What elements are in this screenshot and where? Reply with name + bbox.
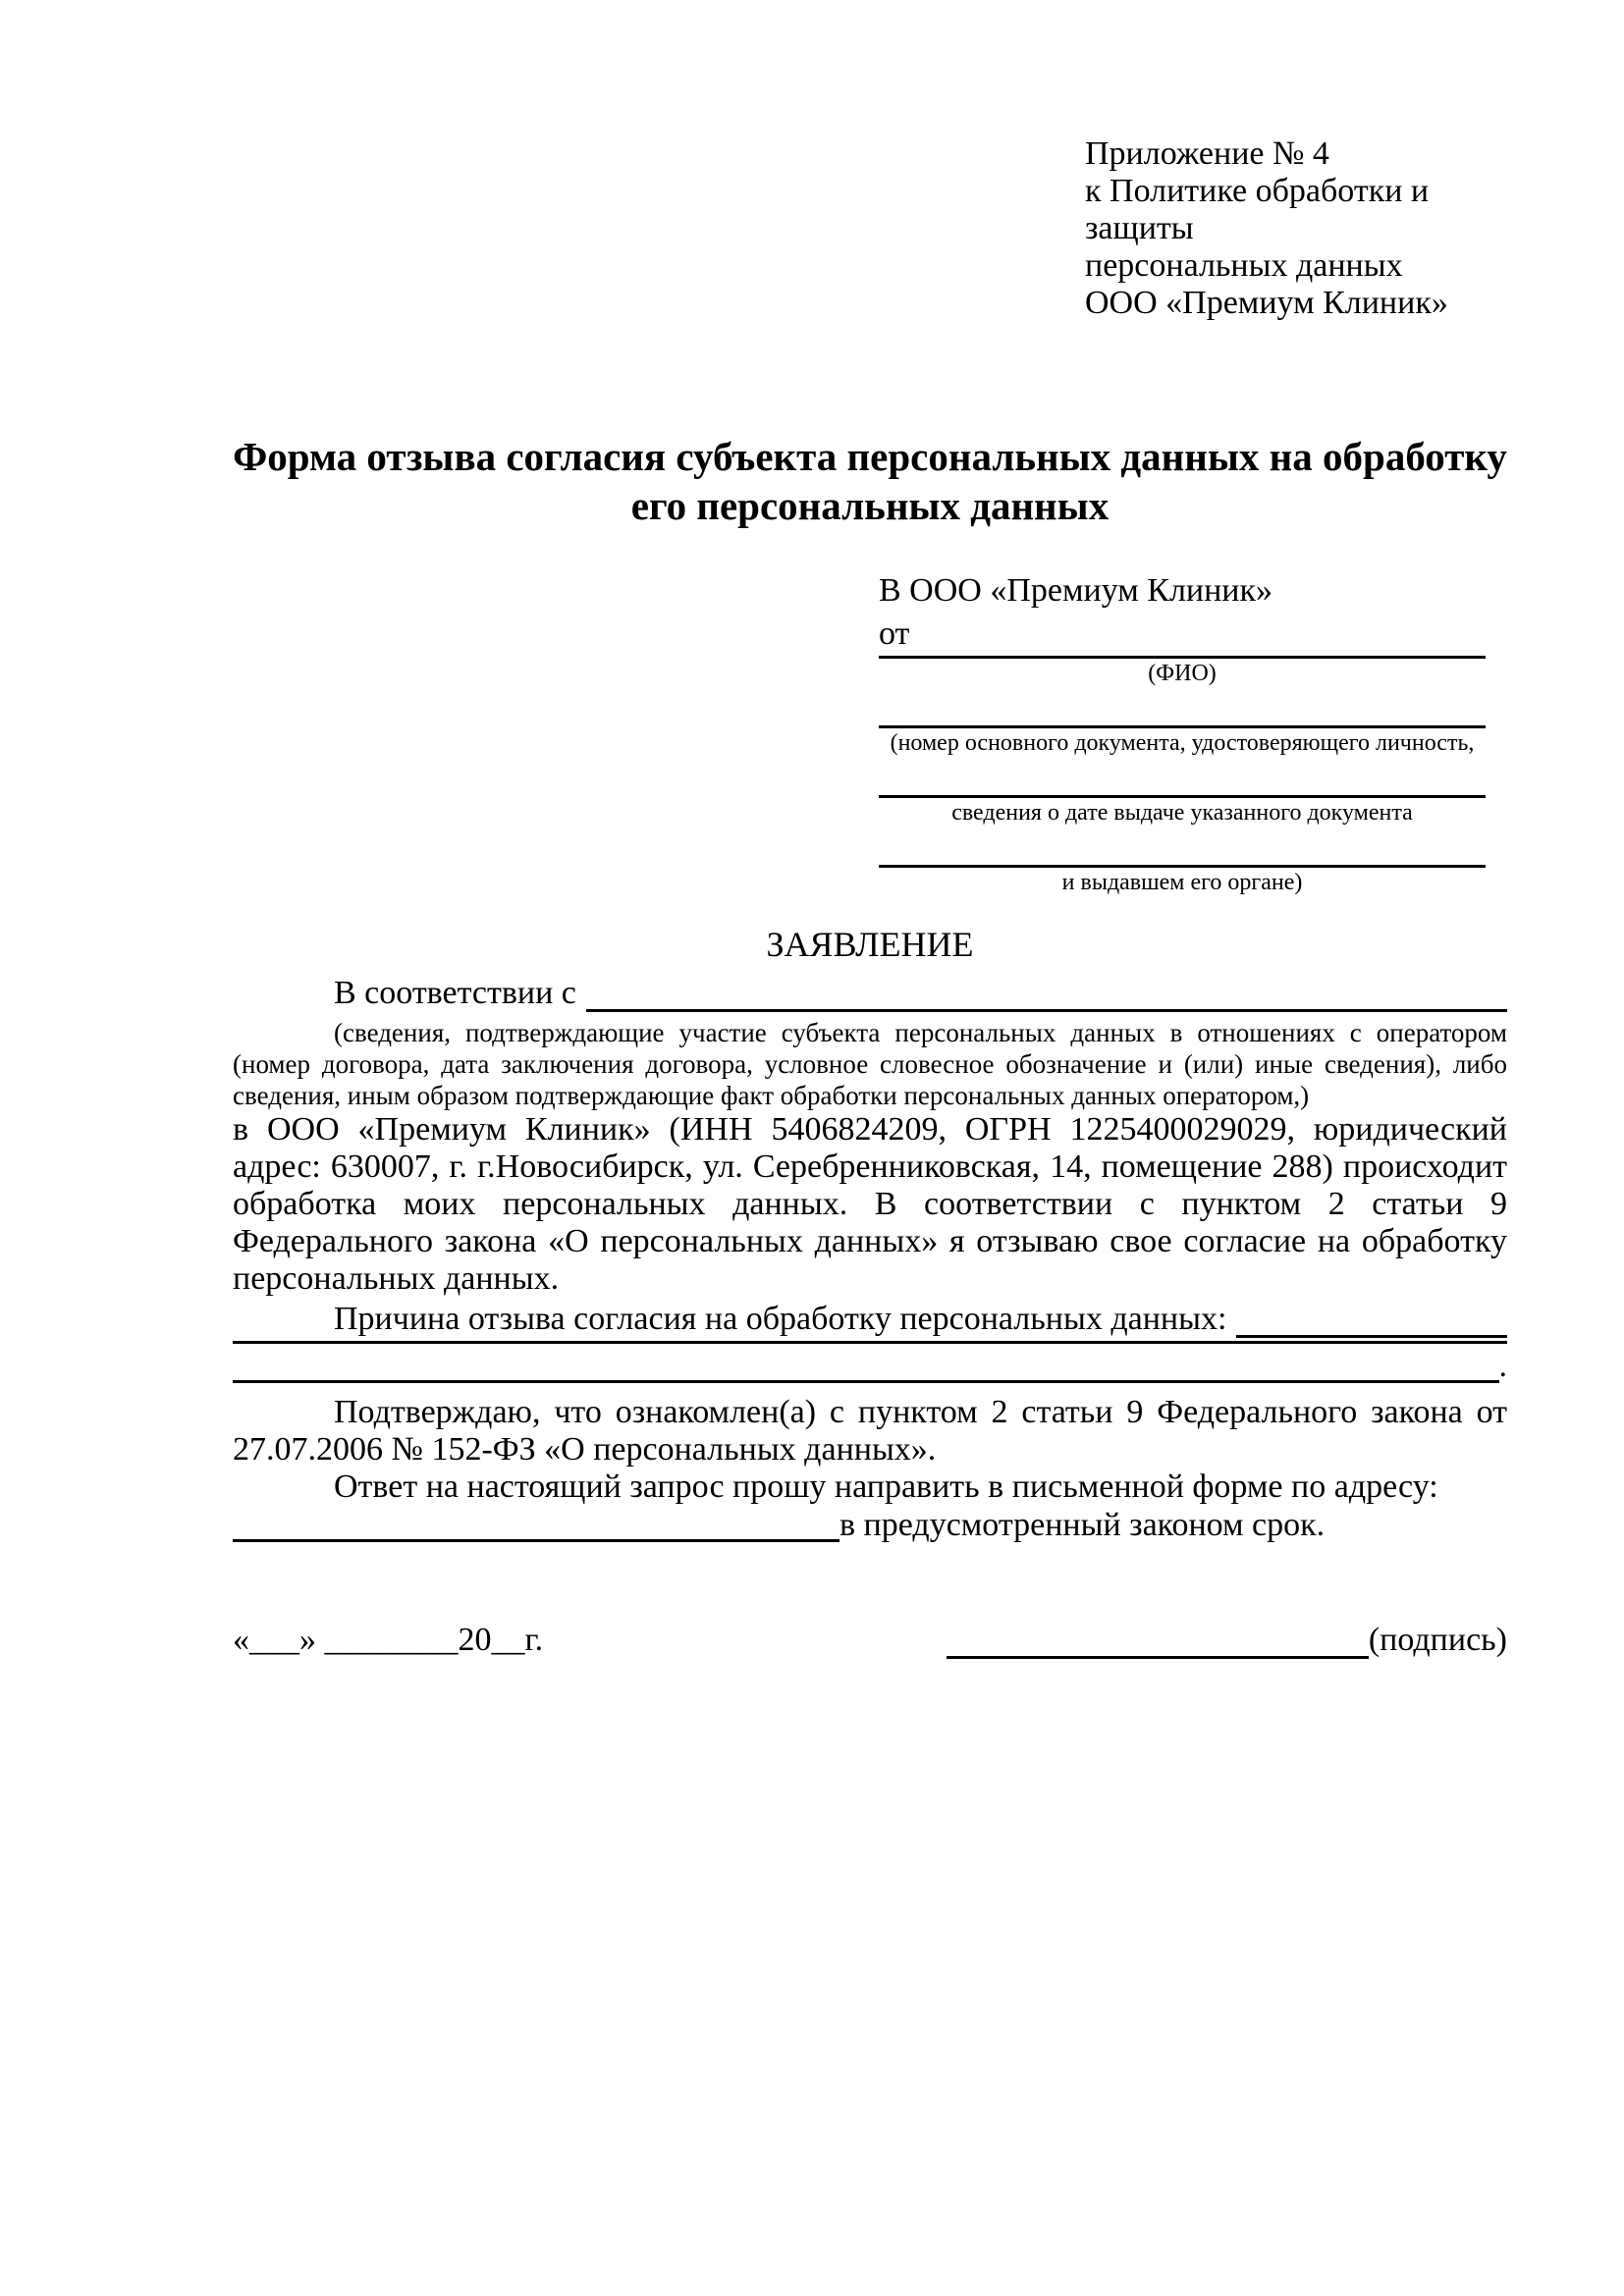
reply-suffix: в предусмотренный законом срок. bbox=[839, 1507, 1326, 1543]
date-line: «___» ________20__г. bbox=[233, 1622, 544, 1658]
appendix-line: к Политике обработки и защиты bbox=[1085, 173, 1430, 246]
appendix-line: Приложение № 4 bbox=[1085, 135, 1329, 172]
statement-heading: ЗАЯВЛЕНИЕ bbox=[766, 925, 974, 964]
reason-row bbox=[233, 1298, 1507, 1341]
reason-blank-line-1 bbox=[1236, 1335, 1507, 1338]
addressee-to: В ООО «Премиум Клиник» bbox=[879, 572, 1273, 609]
fio-caption: (ФИО) bbox=[1148, 661, 1217, 686]
reason-label: Причина отзыва согласия на обработку персональных данных: bbox=[334, 1301, 1227, 1337]
issue-date-caption: сведения о дате выдаче указанного документа bbox=[951, 800, 1413, 826]
signature-blank-line bbox=[947, 1656, 1369, 1659]
document-number-caption: (номер основного документа, удостоверяющего личность, bbox=[890, 730, 1475, 756]
reason-blank-row bbox=[233, 1347, 1507, 1386]
reason-blank-line-2 bbox=[233, 1341, 1507, 1344]
appendix-line: ООО «Премиум Клиник» bbox=[1085, 285, 1448, 321]
footer-row bbox=[233, 1619, 1507, 1662]
statement-body: в ООО «Премиум Клиник» (ИНН 5406824209, ОГРН 1225400029029, юридический адрес: 630007, г. г.Новосибирск, ул. Серебренниковская, 14, помещение 288) происходит обработка моих персональных данных. В соответствии с пунктом 2 статьи 9 Федерального закона «О персональных данных» я отзываю свое согласие на обработку персональных данных. bbox=[233, 1111, 1507, 1297]
addressee-block bbox=[879, 569, 1486, 897]
appendix-block bbox=[1085, 135, 1507, 322]
document-title: Форма отзыва согласия субъекта персональных данных на обработку его персональных данных bbox=[233, 434, 1507, 528]
reason-blank-line-3 bbox=[233, 1380, 1499, 1383]
reply-address-row bbox=[233, 1506, 1507, 1545]
appendix-line: персональных данных bbox=[1085, 247, 1403, 284]
statement-intro-row bbox=[233, 972, 1507, 1015]
confirmation-paragraph: Подтверждаю, что ознакомлен(а) с пунктом 2 статьи 9 Федерального закона от 27.07.2006 № 152-ФЗ «О персональных данных». bbox=[233, 1394, 1507, 1468]
signature-caption: (подпись) bbox=[1368, 1622, 1507, 1658]
reason-terminator: . bbox=[1498, 1348, 1507, 1384]
fine-print-note: (сведения, подтверждающие участие субъекта персональных данных в отношениях с оператором (номер договора, дата заключения договора, условное словесное обозначение и (или) иные сведения), либо сведения, иным образом подтверждающие факт обработки персональных данных оператором,) bbox=[233, 1018, 1507, 1110]
issuing-authority-caption: и выдавшем его органе) bbox=[1061, 870, 1303, 895]
reply-request-paragraph: Ответ на настоящий запрос прошу направить в письменной форме по адресу: bbox=[334, 1468, 1438, 1505]
signature-group bbox=[947, 1619, 1507, 1662]
basis-blank-line bbox=[586, 1009, 1507, 1012]
statement-intro-label: В соответствии с bbox=[334, 975, 576, 1011]
addressee-from: от bbox=[879, 615, 910, 652]
reply-address-blank-line bbox=[233, 1539, 839, 1542]
